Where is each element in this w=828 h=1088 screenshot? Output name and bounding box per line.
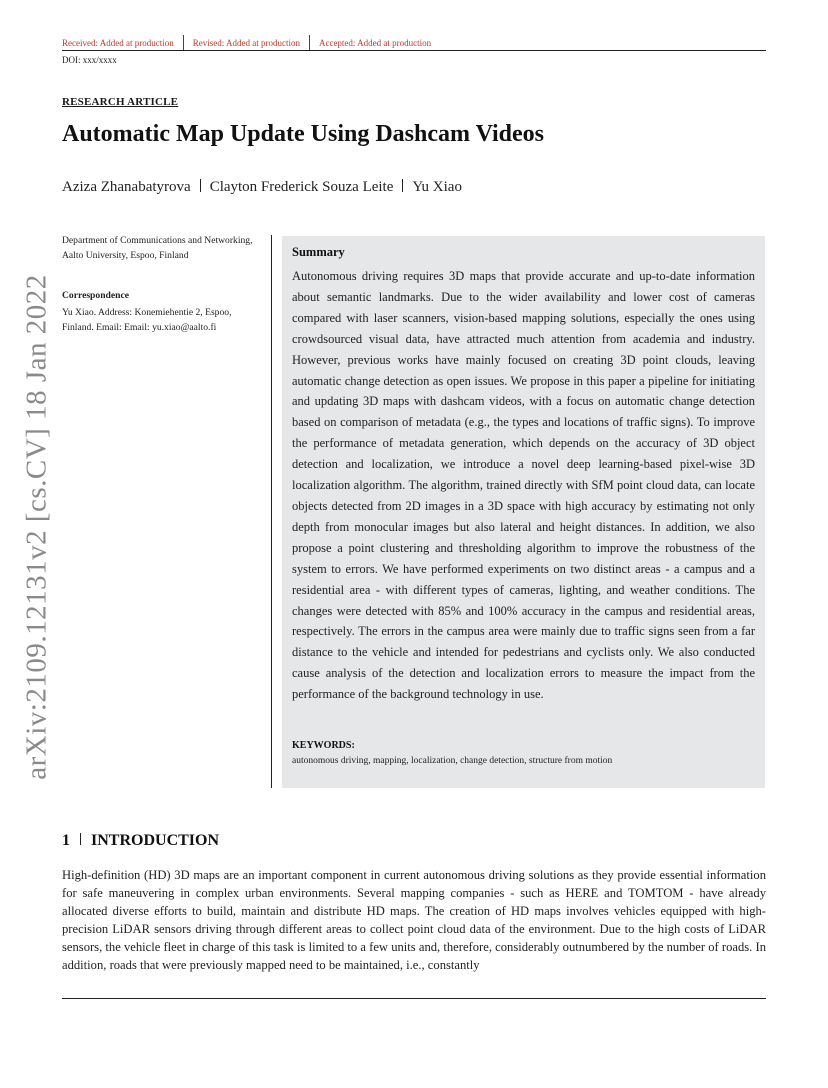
publication-dates xyxy=(62,35,431,51)
divider xyxy=(309,35,310,51)
doi: DOI: xxx/xxxx xyxy=(62,55,117,65)
keywords-heading: KEYWORDS: xyxy=(292,740,355,751)
summary-heading: Summary xyxy=(292,245,345,259)
sidebar-divider xyxy=(271,235,272,788)
introduction-text: High-definition (HD) 3D maps are an important component in current autonomous driving solutions as they provide essential information for safe maneuvering in complex urban environments. Several mapping companies - such as HERE and TOMTOM - have already allocated diverse efforts to build, maintain and distribute HD maps. The creation of HD maps involves vehicles equipped with high-precision LiDAR sensors driving through different areas to collect point cloud data of the environment. Due to the high costs of LiDAR sensors, the vehicle fleet in charge of this task is limited to a few units and, therefore, considerably outnumbered by the number of roads. In addition, roads that were previously mapped need to be maintained, i.e., constantly xyxy=(62,868,766,973)
author-list xyxy=(62,179,462,196)
divider xyxy=(200,179,201,192)
section-title: INTRODUCTION xyxy=(91,832,220,849)
article-type: RESEARCH ARTICLE xyxy=(62,96,179,108)
received-date: Received: Added at production xyxy=(62,38,174,48)
author: Clayton Frederick Souza Leite xyxy=(209,179,394,195)
author: Aziza Zhanabatyrova xyxy=(62,179,191,195)
keywords-list: autonomous driving, mapping, localization, change detection, structure from motion xyxy=(292,756,613,766)
author: Yu Xiao xyxy=(412,179,462,195)
divider xyxy=(80,833,81,845)
divider xyxy=(183,35,184,51)
footer-rule xyxy=(62,998,766,999)
summary-text: Autonomous driving requires 3D maps that provide accurate and up-to-date information about semantic landmarks. Due to the wider availability and lower cost of cameras compared with laser scanners, vision-based mapping solutions, especially the ones using crowdsourced visual data, have attracted much attention from academia and industry. However, previous works have mainly focused on creating 3D point clouds, leaving automatic change detection as open issues. We propose in this paper a pipeline for initiating and updating 3D maps with dashcam videos, with a focus on automatic change detection based on comparison of metadata (e.g., the types and locations of traffic signs). To improve the performance of metadata generation, which depends on the accuracy of 3D object detection and localization, we introduce a novel deep learning-based pixel-wise 3D localization algorithm. The algorithm, trained directly with SfM point cloud data, can locate objects detected from 2D images in a 3D space with high accuracy by estimating not only depth from monocular images but also lateral and height distances. In addition, we also propose a point clustering and thresholding algorithm to improve the robustness of the system to errors. We have performed experiments on two distinct areas - a campus and a residential area - with different types of cameras, lighting, and weather conditions. The changes were detected with 85% and 100% accuracy in the campus and residential areas, respectively. The errors in the campus area were mainly due to traffic signs seen from a far distance to the vehicle and intended for pedestrians and cyclists only. We also conducted cause analysis of the detection and localization errors to measure the impact from the performance of the background technology in use. xyxy=(292,269,755,702)
affiliation: Department of Communications and Networking, Aalto University, Espoo, Finland xyxy=(62,235,253,261)
section-heading xyxy=(62,832,219,850)
correspondence-heading: Correspondence xyxy=(62,290,129,301)
accepted-date: Accepted: Added at production xyxy=(318,38,432,48)
arxiv-identifier: arXiv:2109.12131v2 [cs.CV] 18 Jan 2022 xyxy=(20,274,53,780)
paper-title: Automatic Map Update Using Dashcam Videos xyxy=(62,121,545,147)
correspondence-text: Yu Xiao. Address: Konemiehentie 2, Espoo, Finland. Email: Email: yu.xiao@aalto.fi xyxy=(62,307,232,333)
header-rule xyxy=(62,50,766,51)
revised-date: Revised: Added at production xyxy=(192,38,300,48)
divider xyxy=(402,179,403,192)
section-number: 1 xyxy=(62,832,70,849)
